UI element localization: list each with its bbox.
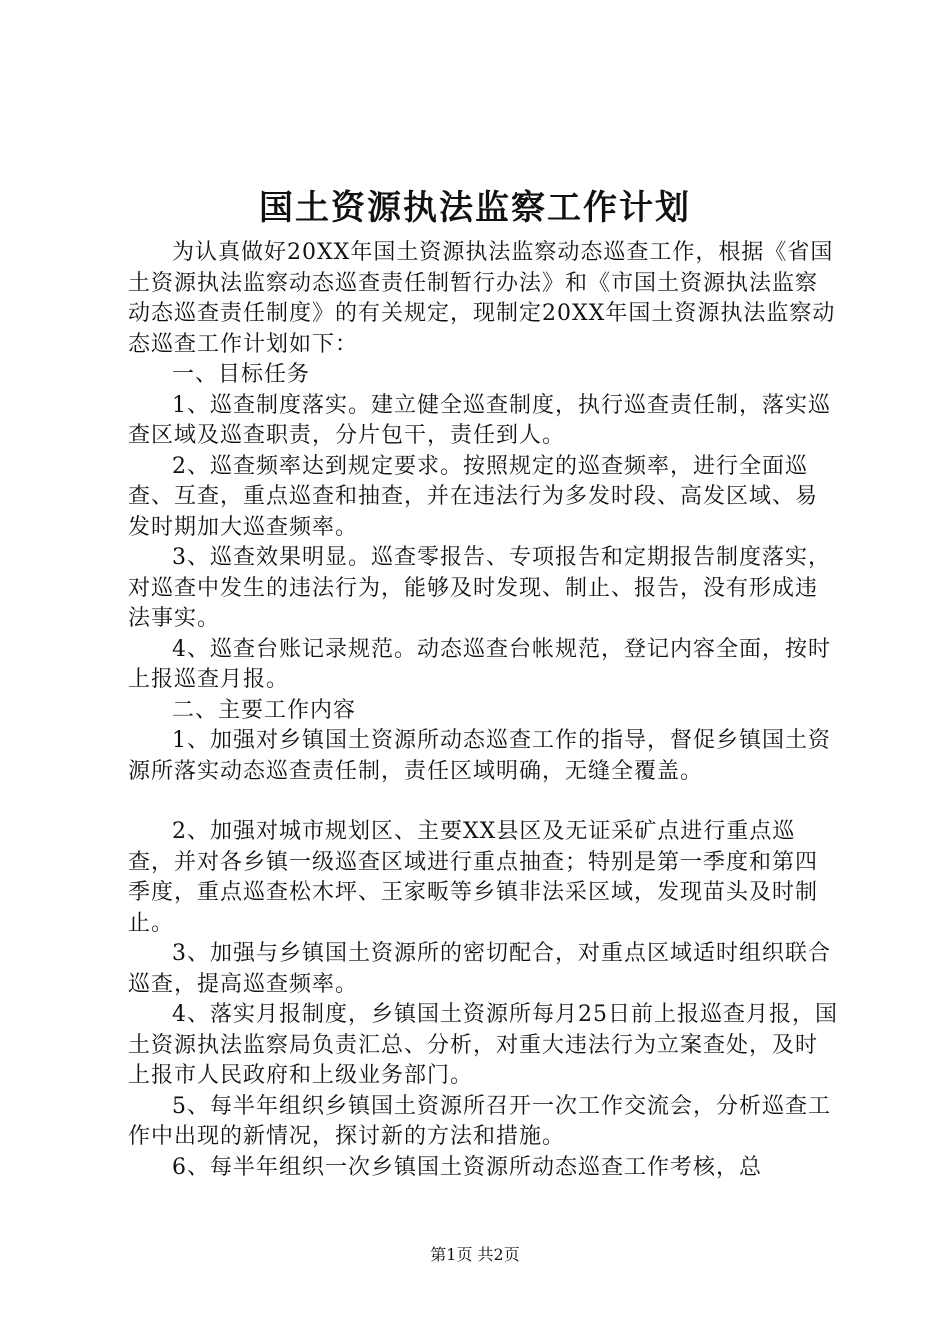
paragraph-work-1: 1、加强对乡镇国土资源所动态巡查工作的指导，督促乡镇国土资源所落实动态巡查责任制，责任区域明确，无缝全覆盖。 bbox=[128, 728, 831, 784]
page-number: 第1页 共2页 bbox=[430, 1245, 520, 1264]
paragraph-work-4: 4、落实月报制度，乡镇国土资源所每月25日前上报巡查月报，国土资源执法监察局负责汇总、分析，对重大违法行为立案查处，及时上报市人民政府和上级业务部门。 bbox=[128, 1002, 838, 1088]
paragraph-work-3: 3、加强与乡镇国土资源所的密切配合，对重点区域适时组织联合巡查，提高巡查频率。 bbox=[128, 941, 831, 997]
document-title: 国土资源执法监察工作计划 bbox=[259, 188, 691, 228]
paragraph-goal-3: 3、巡查效果明显。巡查零报告、专项报告和定期报告制度落实，对巡查中发生的违法行为，能够及时发现、制止、报告，没有形成违法事实。 bbox=[128, 545, 831, 631]
paragraph-work-5: 5、每半年组织乡镇国土资源所召开一次工作交流会，分析巡查工作中出现的新情况，探讨新的方法和措施。 bbox=[128, 1093, 831, 1149]
section-heading-goals: 一、目标任务 bbox=[172, 362, 311, 387]
document-body bbox=[128, 238, 838, 1183]
paragraph-work-2: 2、加强对城市规划区、主要XX县区及无证采矿点进行重点巡查，并对各乡镇一级巡查区域进行重点抽查；特别是第一季度和第四季度，重点巡查松木坪、王家畈等乡镇非法采区域，发现苗头及时制止。 bbox=[128, 819, 819, 936]
paragraph-work-6: 6、每半年组织一次乡镇国土资源所动态巡查工作考核，总 bbox=[172, 1154, 762, 1180]
paragraph-goal-1: 1、巡查制度落实。建立健全巡查制度，执行巡查责任制，落实巡查区域及巡查职责，分片包干，责任到人。 bbox=[128, 392, 831, 448]
paragraph-goal-4: 4、巡查台账记录规范。动态巡查台帐规范，登记内容全面，按时上报巡查月报。 bbox=[128, 636, 831, 692]
paragraph-intro: 为认真做好20XX年国土资源执法监察动态巡查工作，根据《省国土资源执法监察动态巡查责任制暂行办法》和《市国土资源执法监察动态巡查责任制度》的有关规定，现制定20XX年国土资源执法监察动态巡查工作计划如下： bbox=[128, 240, 836, 357]
paragraph-goal-2: 2、巡查频率达到规定要求。按照规定的巡查频率，进行全面巡查、互查，重点巡查和抽查，并在违法行为多发时段、高发区域、易发时期加大巡查频率。 bbox=[128, 453, 819, 540]
section-heading-work: 二、主要工作内容 bbox=[172, 697, 357, 723]
